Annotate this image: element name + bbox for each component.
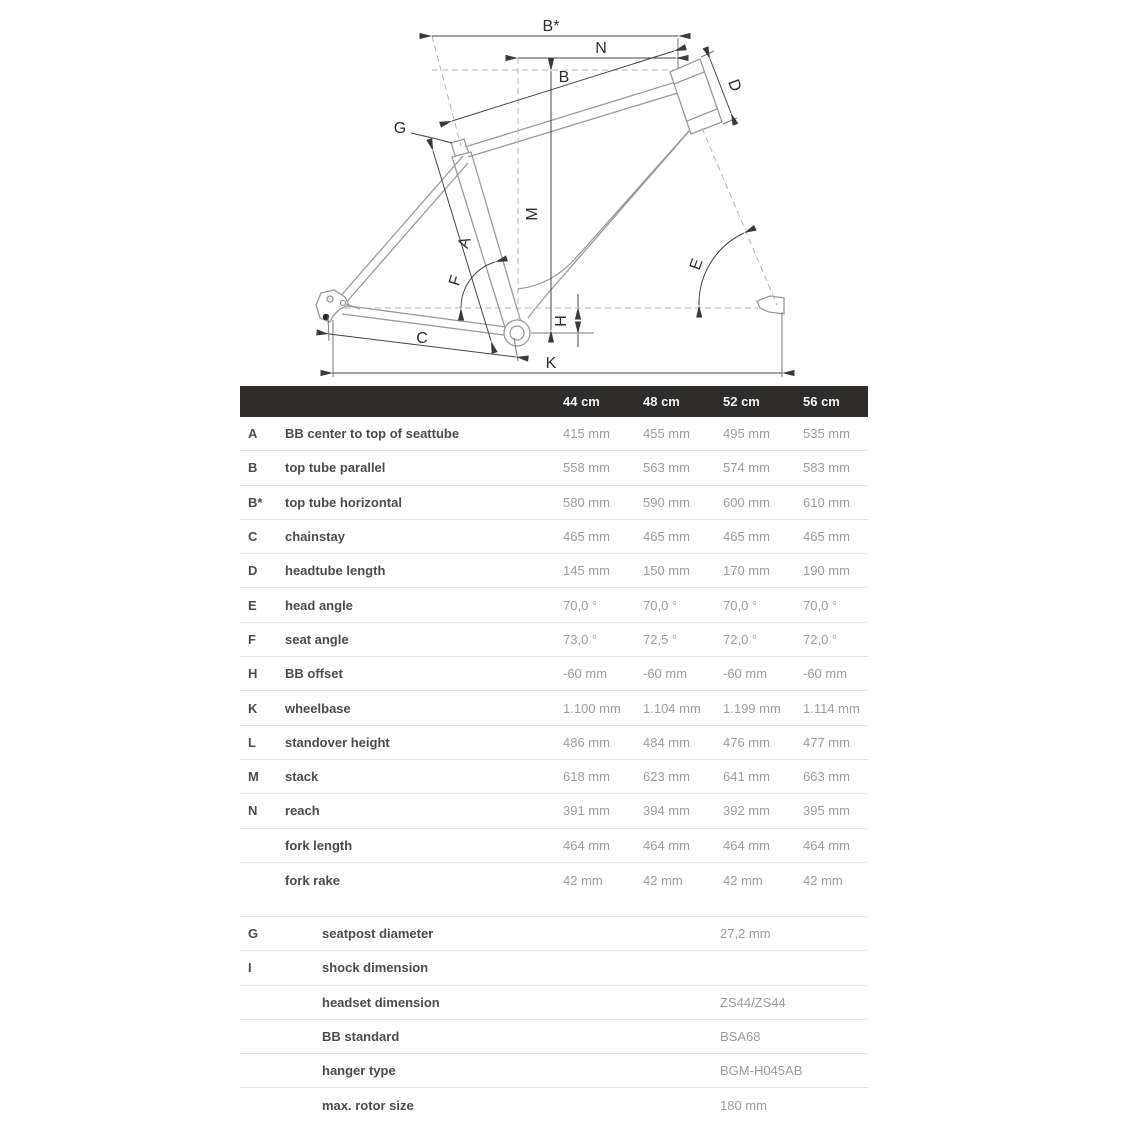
row-letter: B* — [248, 494, 263, 510]
label-seattube: A — [455, 235, 475, 251]
row-name: fork length — [285, 837, 353, 853]
row-name: BB standard — [322, 1029, 400, 1045]
row-letter: L — [248, 734, 256, 750]
table-row — [240, 829, 868, 863]
row-letter: I — [248, 960, 252, 976]
column-header: 52 cm — [723, 394, 760, 409]
row-value: 394 mm — [643, 803, 690, 819]
row-name: top tube parallel — [285, 460, 386, 476]
row-value: 42 mm — [803, 872, 843, 888]
row-value: 618 mm — [563, 769, 610, 785]
row-value: -60 mm — [803, 666, 848, 682]
row-name: headset dimension — [322, 994, 440, 1010]
bike-frame-outline — [316, 59, 784, 335]
row-value: BGM-H045AB — [720, 1063, 803, 1079]
row-value: 27,2 mm — [720, 926, 771, 942]
row-value: 464 mm — [643, 837, 690, 853]
row-value: 495 mm — [723, 426, 770, 442]
row-value: 464 mm — [563, 837, 610, 853]
row-value: 465 mm — [563, 529, 610, 545]
column-header: 56 cm — [803, 394, 840, 409]
row-value: 535 mm — [803, 426, 850, 442]
bottom-bracket-axle — [510, 326, 524, 340]
row-letter: C — [248, 529, 258, 545]
row-value: 563 mm — [643, 460, 690, 476]
table-row — [240, 1088, 868, 1122]
column-header: 44 cm — [563, 394, 600, 409]
row-value: 1.104 mm — [643, 700, 701, 716]
row-value: 600 mm — [723, 494, 770, 510]
label-chainstay: C — [416, 330, 428, 347]
row-value: 42 mm — [723, 872, 763, 888]
row-value: 465 mm — [723, 529, 770, 545]
row-value: 170 mm — [723, 563, 770, 579]
down-tube — [518, 114, 704, 318]
row-name: stack — [285, 769, 319, 785]
row-letter: M — [248, 769, 259, 785]
row-value: 465 mm — [643, 529, 690, 545]
label-bb-offset: H — [553, 315, 570, 327]
label-headtube: D — [724, 77, 745, 94]
row-letter: K — [248, 700, 258, 716]
row-value: 72,0 ° — [723, 631, 758, 647]
table-row — [240, 794, 868, 828]
row-value: 70,0 ° — [723, 597, 758, 613]
label-seat-angle: F — [446, 273, 466, 288]
row-value: 42 mm — [643, 872, 683, 888]
label-seatpost: G — [393, 120, 407, 137]
row-letter: F — [248, 631, 256, 647]
row-value: -60 mm — [723, 666, 768, 682]
row-value: 623 mm — [643, 769, 690, 785]
table-row — [240, 451, 868, 485]
row-value: 72,0 ° — [803, 631, 838, 647]
dim-head-angle-arc — [699, 233, 744, 305]
label-head-angle: E — [686, 256, 707, 273]
label-top-tube-parallel: B — [558, 69, 570, 86]
label-stack: M — [524, 207, 541, 221]
spec-table — [240, 916, 868, 1123]
row-name: headtube length — [285, 563, 386, 579]
row-value: 464 mm — [723, 837, 770, 853]
table-row — [240, 588, 868, 622]
row-value: 455 mm — [643, 426, 690, 442]
dim-top-tube-parallel — [452, 51, 674, 121]
row-value: 145 mm — [563, 563, 610, 579]
row-value: 415 mm — [563, 426, 610, 442]
row-value: 486 mm — [563, 734, 610, 750]
row-value: BSA68 — [720, 1029, 761, 1045]
rear-dropout — [316, 290, 349, 322]
row-value: 391 mm — [563, 803, 610, 819]
front-fork-end — [757, 296, 784, 314]
top-tube — [465, 82, 681, 157]
row-letter: B — [248, 460, 258, 476]
label-top-tube-horizontal: B* — [542, 18, 560, 35]
row-name: shock dimension — [322, 960, 429, 976]
row-value: 190 mm — [803, 563, 850, 579]
table-row — [240, 486, 868, 520]
row-letter: N — [248, 803, 258, 819]
row-letter: G — [248, 926, 259, 942]
row-value: 574 mm — [723, 460, 770, 476]
table-row — [240, 917, 868, 951]
row-value: 392 mm — [723, 803, 770, 819]
table-row — [240, 623, 868, 657]
row-value: 663 mm — [803, 769, 850, 785]
column-header: 48 cm — [643, 394, 680, 409]
geometry-table — [240, 386, 868, 897]
row-value: 70,0 ° — [563, 597, 598, 613]
row-name: chainstay — [285, 529, 345, 545]
row-name: hanger type — [322, 1063, 396, 1079]
row-value: 150 mm — [643, 563, 690, 579]
geometry-rows — [240, 417, 868, 897]
row-name: standover height — [285, 734, 390, 750]
row-name: top tube horizontal — [285, 494, 402, 510]
table-row — [240, 726, 868, 760]
table-row — [240, 951, 868, 985]
row-value: ZS44/ZS44 — [720, 994, 786, 1010]
table-row — [240, 520, 868, 554]
row-name: wheelbase — [285, 700, 351, 716]
row-value: 70,0 ° — [643, 597, 678, 613]
row-value: 464 mm — [803, 837, 850, 853]
row-value: 583 mm — [803, 460, 850, 476]
table-row — [240, 1054, 868, 1088]
row-name: BB center to top of seattube — [285, 426, 460, 442]
label-wheelbase: K — [545, 355, 557, 372]
row-name: seat angle — [285, 631, 349, 647]
row-value: -60 mm — [563, 666, 608, 682]
row-name: fork rake — [285, 872, 340, 888]
row-value: 477 mm — [803, 734, 850, 750]
row-value: 395 mm — [803, 803, 850, 819]
row-value: 465 mm — [803, 529, 850, 545]
table-row — [240, 760, 868, 794]
row-value: -60 mm — [643, 666, 688, 682]
label-reach: N — [595, 40, 607, 57]
row-name: head angle — [285, 597, 353, 613]
row-value: 1.100 mm — [563, 700, 621, 716]
table-row — [240, 554, 868, 588]
table-row — [240, 863, 868, 897]
table-row — [240, 1020, 868, 1054]
row-name: max. rotor size — [322, 1098, 414, 1114]
row-name: BB offset — [285, 666, 343, 682]
row-value: 73,0 ° — [563, 631, 598, 647]
row-value: 1.199 mm — [723, 700, 781, 716]
row-value: 484 mm — [643, 734, 690, 750]
row-value: 641 mm — [723, 769, 770, 785]
spec-rows — [240, 917, 868, 1123]
row-value: 42 mm — [563, 872, 603, 888]
geometry-table-header — [240, 386, 868, 417]
row-name: seatpost diameter — [322, 926, 434, 942]
row-value: 70,0 ° — [803, 597, 838, 613]
frame-geometry-diagram — [0, 0, 1132, 386]
table-row — [240, 691, 868, 725]
table-row — [240, 657, 868, 691]
table-row — [240, 417, 868, 451]
row-value: 580 mm — [563, 494, 610, 510]
row-letter: H — [248, 666, 258, 682]
row-letter: D — [248, 563, 258, 579]
row-letter: E — [248, 597, 257, 613]
row-value: 72,5 ° — [643, 631, 678, 647]
row-value: 610 mm — [803, 494, 850, 510]
row-name: reach — [285, 803, 320, 819]
seatpost-leader-line — [411, 133, 452, 143]
row-value: 590 mm — [643, 494, 690, 510]
row-value: 476 mm — [723, 734, 770, 750]
row-letter: A — [248, 426, 258, 442]
row-value: 558 mm — [563, 460, 610, 476]
row-value: 1.114 mm — [803, 700, 860, 716]
table-row — [240, 986, 868, 1020]
row-value: 180 mm — [720, 1098, 767, 1114]
